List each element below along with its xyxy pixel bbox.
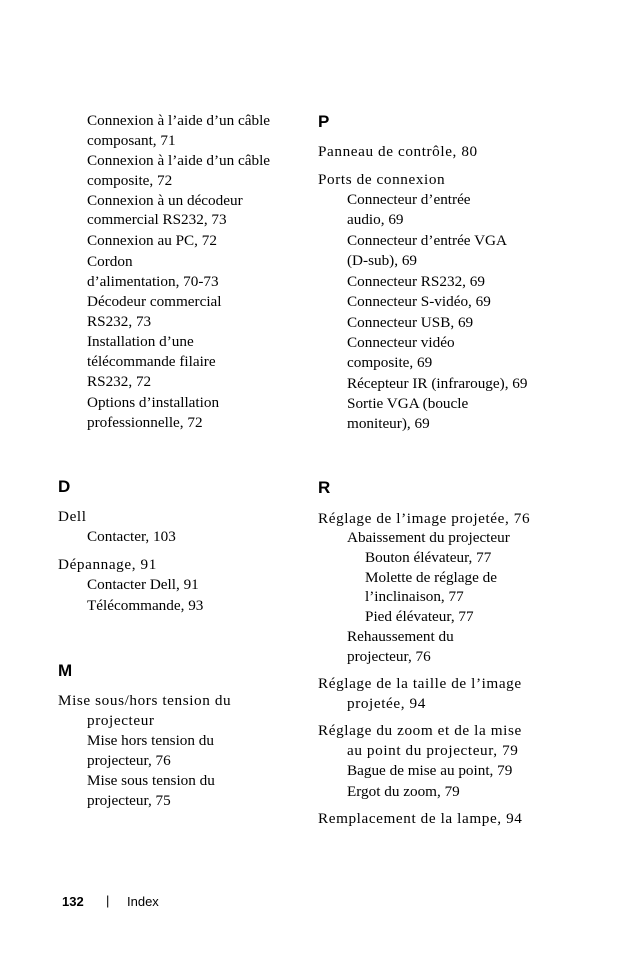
index-subentry: Sortie VGA (boucle	[347, 395, 469, 412]
index-subentry: Contacter Dell, 91	[87, 576, 199, 593]
index-line: Connexion à un décodeur	[87, 192, 243, 209]
index-subentry: Télécommande, 93	[87, 597, 204, 614]
index-subentry: projecteur, 76	[347, 648, 431, 665]
index-subentry: Connecteur vidéo	[347, 334, 455, 351]
index-subentry: projecteur, 76	[87, 752, 171, 769]
index-subentry: projecteur, 75	[87, 792, 171, 809]
index-subentry: Connecteur USB, 69	[347, 314, 474, 331]
index-line: RS232, 72	[87, 373, 152, 390]
index-entry: Panneau de contrôle, 80	[318, 143, 478, 160]
index-subentry: moniteur), 69	[347, 415, 430, 432]
index-line: composite, 72	[87, 172, 173, 189]
index-line: Connexion à l’aide d’un câble	[87, 152, 271, 169]
index-subsubentry: l’inclinaison, 77	[365, 588, 464, 605]
index-subentry: Ergot du zoom, 79	[347, 783, 460, 800]
index-entry: Ports de connexion	[318, 171, 446, 188]
index-line: Cordon	[87, 253, 133, 270]
section-heading-m: M	[58, 661, 73, 680]
index-subsubentry: Bouton élévateur, 77	[365, 549, 492, 566]
index-line: d’alimentation, 70-73	[87, 273, 219, 290]
footer-separator: |	[106, 893, 110, 908]
index-entry: Réglage de la taille de l’image	[318, 675, 522, 692]
index-line: Options d’installation	[87, 394, 220, 411]
page-number: 132	[62, 894, 84, 909]
index-subentry: Abaissement du projecteur	[347, 529, 510, 546]
index-entry: Dépannage, 91	[58, 556, 157, 573]
index-line: composant, 71	[87, 132, 176, 149]
index-line: professionnelle, 72	[87, 414, 203, 431]
index-entry: Mise sous/hors tension du	[58, 692, 232, 709]
index-subentry: Mise hors tension du	[87, 732, 214, 749]
index-entry: Réglage de l’image projetée, 76	[318, 510, 531, 527]
section-heading-d: D	[58, 477, 71, 496]
index-entry: Réglage du zoom et de la mise	[318, 722, 522, 739]
index-subentry: composite, 69	[347, 354, 433, 371]
index-line: commercial RS232, 73	[87, 211, 227, 228]
index-subentry: Bague de mise au point, 79	[347, 762, 513, 779]
index-subentry: audio, 69	[347, 211, 404, 228]
index-subentry: (D-sub), 69	[347, 252, 418, 269]
index-subentry: Connecteur S-vidéo, 69	[347, 293, 491, 310]
index-line: Décodeur commercial	[87, 293, 222, 310]
index-subentry: Connecteur d’entrée	[347, 191, 471, 208]
index-entry: Dell	[58, 508, 87, 525]
index-subentry: Connecteur d’entrée VGA	[347, 232, 507, 249]
footer-section-title: Index	[127, 894, 159, 909]
index-line: Connexion à l’aide d’un câble	[87, 112, 271, 129]
index-entry-continuation: au point du projecteur, 79	[347, 742, 519, 759]
index-subsubentry: Molette de réglage de	[365, 569, 497, 586]
index-entry: Remplacement de la lampe, 94	[318, 810, 523, 827]
index-line: RS232, 73	[87, 313, 152, 330]
section-heading-p: P	[318, 112, 330, 131]
index-line: Installation d’une	[87, 333, 194, 350]
index-subentry: Récepteur IR (infrarouge), 69	[347, 375, 528, 392]
index-entry-continuation: projecteur	[87, 712, 155, 729]
index-entry-continuation: projetée, 94	[347, 695, 426, 712]
section-heading-r: R	[318, 478, 331, 497]
index-subentry: Mise sous tension du	[87, 772, 215, 789]
index-subsubentry: Pied élévateur, 77	[365, 608, 474, 625]
index-subentry: Connecteur RS232, 69	[347, 273, 485, 290]
index-subentry: Contacter, 103	[87, 528, 176, 545]
index-line: télécommande filaire	[87, 353, 216, 370]
index-line: Connexion au PC, 72	[87, 232, 217, 249]
index-subentry: Rehaussement du	[347, 628, 454, 645]
